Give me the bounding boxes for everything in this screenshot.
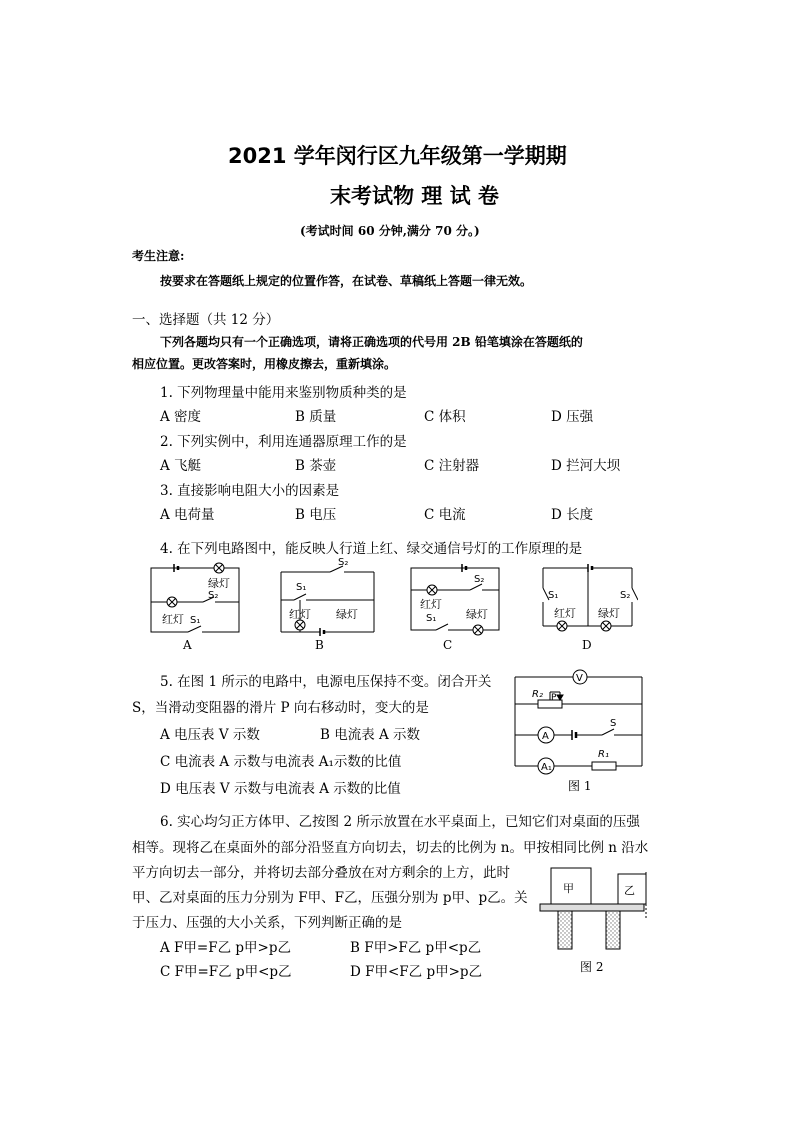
figure-1-circuit [510,664,646,776]
circuit-c-red-light-label: 红灯 [420,598,442,611]
figure-1-p-label: P [551,693,557,703]
q3-option-b: B 电压 [295,507,337,523]
q3-option-a: A 电荷量 [160,507,215,523]
figure-1-v-label: V [576,673,583,684]
exam-title-line1: 2021 学年闵行区九年级第一学期期 [228,144,567,168]
q2-option-a: A 飞艇 [160,458,202,474]
circuit-a-s1-label: S₁ [190,615,201,626]
notice-text: 按要求在答题纸上规定的位置作答，在试卷、草稿纸上答题一律无效。 [160,274,533,288]
q6-stem-line2: 相等。现将乙在桌面外的部分沿竖直方向切去，切去的比例为 n。甲按相同比例 n 沿水 [132,840,649,856]
q5-option-b: B 电流表 A 示数 [320,727,421,743]
figure-1-a-label: A [542,731,549,742]
q2-option-c: C 注射器 [424,458,480,474]
q6-stem-line4: 甲、乙对桌面的压力分别为 F甲、F乙，压强分别为 p甲、p乙。关 [132,890,528,906]
q1-option-d: D 压强 [551,409,594,425]
circuit-b [278,558,378,638]
circuit-c-s2-label: S₂ [474,574,485,585]
q1-stem: 1. 下列物理量中能用来鉴别物质种类的是 [160,385,407,401]
circuit-a-red-light-label: 红灯 [162,613,184,626]
circuit-d-caption: D [582,638,592,652]
notice-heading: 考生注意: [132,249,185,263]
figure-1-s-label: S [610,718,617,729]
figure-1-r1-label: R₁ [598,749,609,760]
circuit-c [408,560,508,638]
circuit-d-red-light-label: 红灯 [554,607,576,620]
section1-instruction-line1: 下列各题均只有一个正确选项，请将正确选项的代号用 2B 铅笔填涂在答题纸的 [160,335,583,349]
figure-1-caption: 图 1 [568,779,592,793]
q6-option-c: C F甲=F乙 p甲<p乙 [160,964,292,980]
q2-option-d: D 拦河大坝 [551,458,621,474]
circuit-b-red-light-label: 红灯 [289,608,311,621]
q5-option-c: C 电流表 A 示数与电流表 A₁示数的比值 [160,754,402,770]
q1-option-c: C 体积 [424,409,466,425]
circuit-b-caption: B [315,638,324,652]
figure-2-diagram [538,862,664,954]
exam-info: (考试时间 60 分钟,满分 70 分。) [300,224,480,238]
q3-option-d: D 长度 [551,507,594,523]
circuit-b-s2-label: S₂ [338,558,349,568]
q6-stem-line5: 于压力、压强的大小关系，下列判断正确的是 [132,915,402,931]
figure-2-yi-label: 乙 [624,884,635,897]
circuit-a-s2-label: S₂ [208,590,219,601]
q1-option-a: A 密度 [160,409,202,425]
exam-title-line2: 末考试物 理 试 卷 [330,184,499,208]
circuit-b-green-light-label: 绿灯 [336,608,358,621]
q2-option-b: B 茶壶 [295,458,337,474]
q4-stem: 4. 在下列电路图中，能反映人行道上红、绿交通信号灯的工作原理的是 [160,541,583,557]
q6-option-d: D F甲<F乙 p甲>p乙 [350,964,483,980]
circuit-c-s1-label: S₁ [426,613,437,624]
circuit-a-green-light-label: 绿灯 [208,577,230,590]
figure-2-jia-label: 甲 [563,882,574,895]
figure-1-a1-label: A₁ [541,762,552,773]
circuit-a [148,560,248,638]
circuit-c-green-light-label: 绿灯 [466,608,488,621]
circuit-d-green-light-label: 绿灯 [598,607,620,620]
section1-instruction-line2: 相应位置。更改答案时，用橡皮擦去，重新填涂。 [132,357,397,371]
q6-option-b: B F甲>F乙 p甲<p乙 [350,940,482,956]
figure-1-r2-label: R₂ [532,689,543,700]
q6-stem-line1: 6. 实心均匀正方体甲、乙按图 2 所示放置在水平桌面上，已知它们对桌面的压强 [160,814,640,830]
q6-option-a: A F甲=F乙 p甲>p乙 [160,940,291,956]
q2-stem: 2. 下列实例中，利用连通器原理工作的是 [160,434,407,450]
figure-2-caption: 图 2 [580,960,604,974]
q5-stem-line1: 5. 在图 1 所示的电路中，电源电压保持不变。闭合开关 [160,674,492,690]
q6-stem-line3: 平方向切去一部分，并将切去部分叠放在对方剩余的上方，此时 [132,865,510,881]
circuit-d [538,560,638,638]
q5-option-d: D 电压表 V 示数与电流表 A 示数的比值 [160,781,401,797]
circuit-d-s2-label: S₂ [620,590,631,601]
q5-stem-line2: S，当滑动变阻器的滑片 P 向右移动时，变大的是 [132,700,429,716]
q3-option-c: C 电流 [424,507,466,523]
circuit-c-caption: C [443,638,453,652]
q3-stem: 3. 直接影响电阻大小的因素是 [160,483,340,499]
circuit-b-s1-label: S₁ [296,582,307,593]
q5-option-a: A 电压表 V 示数 [160,727,260,743]
q1-option-b: B 质量 [295,409,337,425]
circuit-a-caption: A [183,638,192,652]
circuit-d-s1-label: S₁ [548,590,559,601]
section1-heading: 一、选择题（共 12 分） [132,312,280,328]
